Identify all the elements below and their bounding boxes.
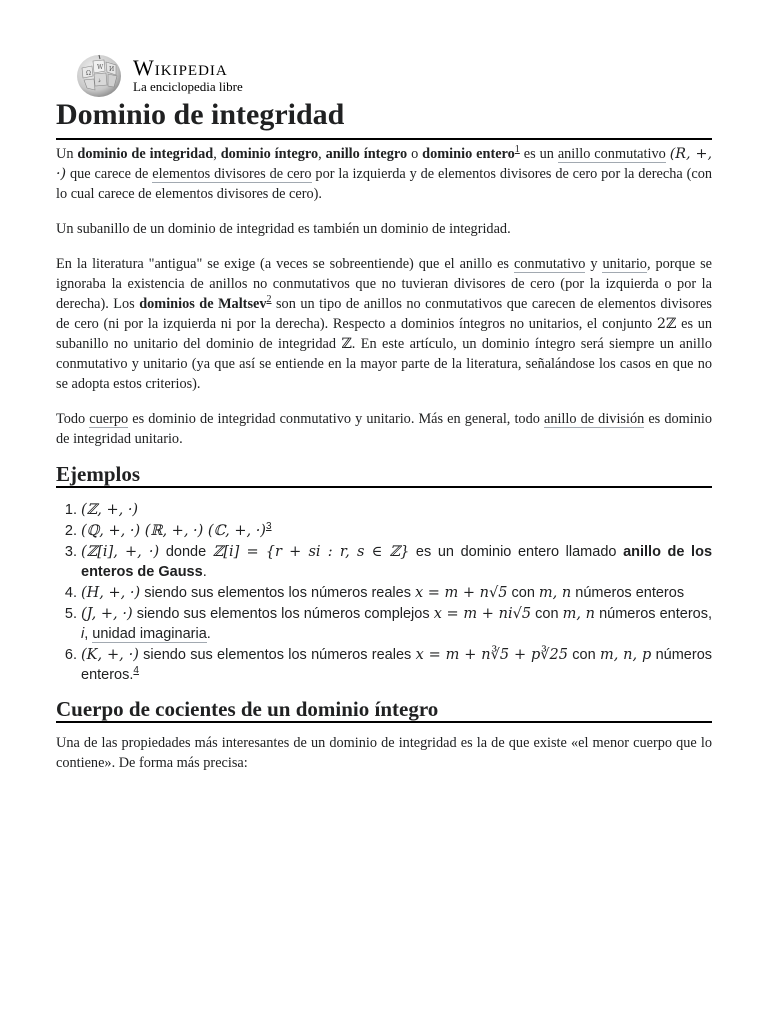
text: con <box>535 606 559 622</box>
svg-text:ذ: ذ <box>98 77 101 84</box>
text: es un <box>523 146 554 162</box>
bold-term: dominios de Maltsev <box>139 296 267 312</box>
list-item <box>81 542 712 582</box>
paragraph-literatura <box>56 254 712 394</box>
text: números enteros. <box>81 647 713 683</box>
math-expression: m, n, p <box>599 647 652 663</box>
text: Todo <box>56 411 86 427</box>
bold-term: anillo de los enteros de Gauss <box>81 544 713 580</box>
math-expression: (ℚ, +, ·) (ℝ, +, ·) (ℂ, +, ·) <box>81 523 266 539</box>
link-cuerpo[interactable]: cuerpo <box>89 411 129 427</box>
math-expression: m, n <box>562 606 595 622</box>
section-heading-cuerpo-de-cocientes: Cuerpo de cocientes de un dominio íntegro <box>56 699 712 723</box>
math-expression: (J, +, ·) <box>81 606 133 622</box>
link-anillo-de-division[interactable]: anillo de división <box>543 411 645 427</box>
text: siendo sus elementos los números reales <box>143 647 412 663</box>
bold-term: dominio de integridad <box>77 146 214 162</box>
text: donde <box>165 544 207 560</box>
link-unitario[interactable]: unitario <box>602 256 647 272</box>
text: , <box>84 626 89 642</box>
link-unidad-imaginaria[interactable]: unidad imaginaria <box>92 626 207 642</box>
reference-link[interactable]: 1 <box>514 144 520 156</box>
text: En la literatura "antigua" se exige (a veces se sobreentiende) que el anillo es <box>56 256 509 272</box>
svg-text:Ω: Ω <box>86 70 91 77</box>
paragraph-cuerpo-de-cocientes: Una de las propiedades más interesantes de un dominio de integridad es la de que existe «el menor cuerpo que lo contiene». De forma más precisa: <box>56 735 712 771</box>
text: por la izquierda y de elementos divisores de cero por la derecha (con lo cual carece de elementos divisores de cero). <box>56 166 712 202</box>
wordmark: Wikipedia <box>133 55 228 80</box>
math-expression: m, n <box>538 585 572 601</box>
text: es dominio de integridad unitario. <box>56 411 712 447</box>
reference-link[interactable]: 3 <box>265 521 272 533</box>
math-expression: x = m + n∛5 + p∛25 <box>415 647 568 663</box>
article-body <box>56 144 712 788</box>
text: . <box>202 564 207 580</box>
intro-paragraph: Un dominio de integridad, dominio íntegro, anillo íntegro o dominio entero$^1$ es un anillo conmutativo (R, +, ·) que carece de elementos divisores de cero por la izquierda y de elementos divisores de cero por la derecha (con lo cual carece de elementos divisores de cero). <box>56 144 713 202</box>
reference-link[interactable]: 4 <box>133 665 139 677</box>
text: con <box>511 585 535 601</box>
math-expression: (ℤ[i], +, ·) <box>81 544 160 560</box>
text: que carece de <box>70 166 149 182</box>
reference-link[interactable]: 2 <box>266 294 272 306</box>
bold-term: anillo íntegro <box>325 146 408 162</box>
text: es un dominio entero llamado <box>415 544 617 560</box>
italic-i: i <box>81 626 85 642</box>
text: , porque se ignoraba la existencia de anillos no conmutativos que no tuvieran divisores de cero (por la izquierda o por la derecha). Los <box>56 256 713 312</box>
svg-text:W: W <box>97 64 104 71</box>
math-expression: 2ℤ <box>656 316 677 332</box>
text: Un <box>56 146 74 162</box>
list-item <box>81 604 712 644</box>
text: es un subanillo no unitario del dominio de integridad <box>56 316 713 352</box>
paragraph-subanillo: Un subanillo de un dominio de integridad es también un dominio de integridad. <box>56 221 511 237</box>
bold-term: dominio íntegro <box>220 146 319 162</box>
text: . <box>206 626 211 642</box>
math-expression: x = m + ni√5 <box>433 606 532 622</box>
link-conmutativo[interactable]: conmutativo <box>513 256 586 272</box>
math-expression: (K, +, ·) <box>81 647 139 663</box>
list-item <box>81 521 712 541</box>
link-elementos-divisores[interactable]: elementos divisores de cero <box>152 166 312 182</box>
math-expression: x = m + n√5 <box>415 585 508 601</box>
svg-text:И: И <box>109 66 115 73</box>
math-expression: (ℤ, +, ·) <box>81 502 139 518</box>
text: o <box>411 146 419 162</box>
section-heading-ejemplos: Ejemplos <box>56 464 712 488</box>
tagline: La enciclopedia libre <box>133 79 243 94</box>
link-anillo-conmutativo[interactable]: anillo conmutativo <box>557 146 666 162</box>
bold-term: dominio entero <box>422 146 515 162</box>
list-item <box>81 500 712 520</box>
math-expression: ℤ[i] = {r + si : r, s ∈ ℤ} <box>212 544 410 560</box>
text: es dominio de integridad conmutativo y unitario. Más en general, todo <box>132 411 540 427</box>
text: y <box>590 256 598 272</box>
math-expression: (R, +, ·) <box>56 146 713 182</box>
text: . En este artículo, un dominio íntegro será siempre un anillo conmutativo y unitario (ya que así se entiende en la mayor parte de la literatura, señalándose los casos en que no se adopta estos criterios). <box>56 336 712 392</box>
text: números enteros, <box>599 606 712 622</box>
list-item <box>81 583 712 603</box>
paragraph-cuerpo <box>56 409 712 449</box>
wikipedia-globe-logo <box>74 52 124 98</box>
text: con <box>572 647 596 663</box>
page-title: Dominio de integridad <box>56 96 712 140</box>
text: siendo sus elementos los números complejos <box>136 606 430 622</box>
text: siendo sus elementos los números reales <box>144 585 411 601</box>
math-expression: (H, +, ·) <box>81 585 141 601</box>
examples-list <box>56 500 712 685</box>
list-item <box>81 645 712 685</box>
math-expression: ℤ <box>341 336 352 352</box>
text: son un tipo de anillos no conmutativos que carecen de elementos divisores de cero (ni por la izquierda ni por la derecha). Respecto a dominios íntegros no unitarios, el conjunto <box>56 296 712 332</box>
text: números enteros <box>575 585 685 601</box>
